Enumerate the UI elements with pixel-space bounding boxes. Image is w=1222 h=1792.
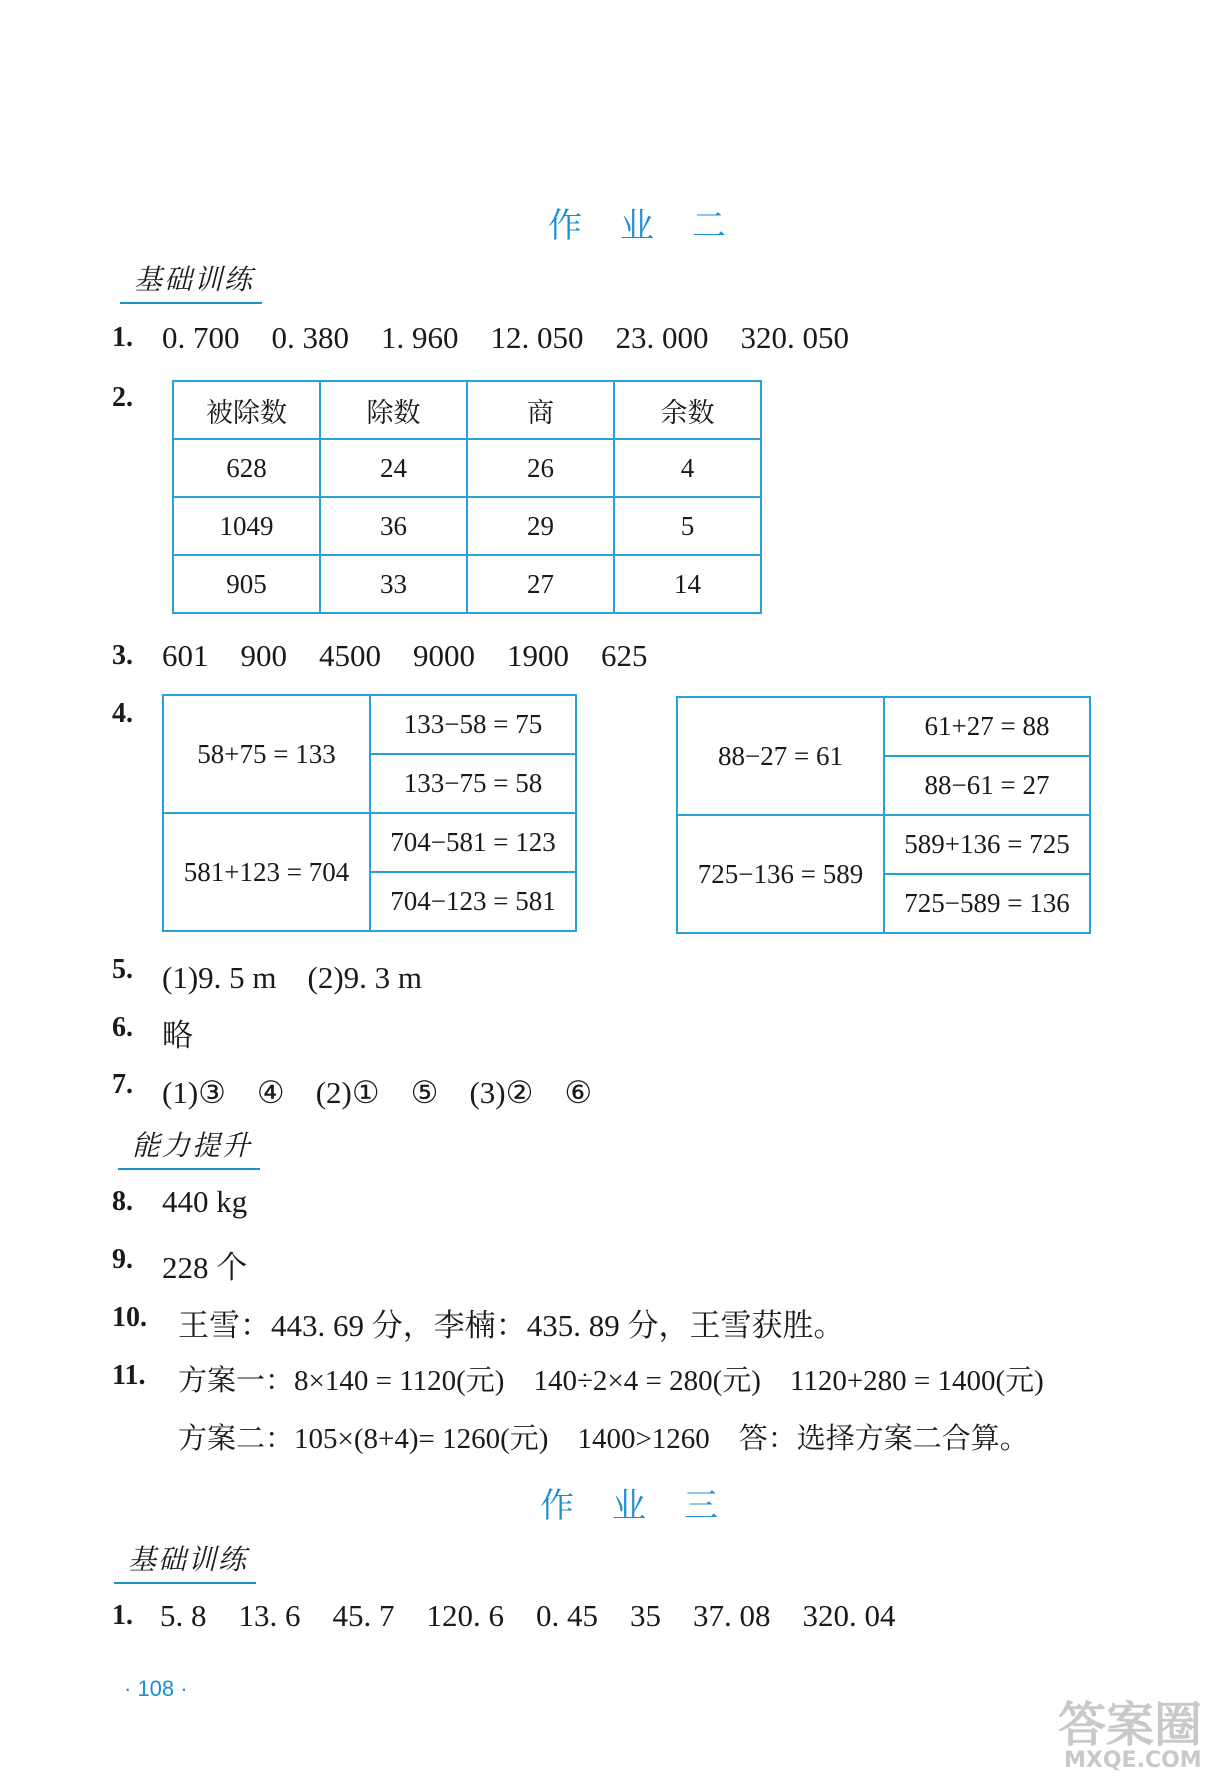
question-number: 10. [112, 1302, 147, 1333]
answer-line [162, 320, 849, 356]
table-cell: 27 [467, 555, 614, 613]
table-header: 商 [467, 381, 614, 439]
answer-line: (1)③ ④ (2)① ⑤ (3)② ⑥ [162, 1075, 593, 1110]
answer-value: 12. 050 [490, 320, 584, 355]
equation-main: 88−27 = 61 [677, 697, 884, 815]
table-cell: 36 [320, 497, 467, 555]
question-number: 9. [112, 1244, 133, 1275]
answer-value: 1900 [507, 638, 569, 673]
equation-derived: 589+136 = 725 [884, 815, 1090, 874]
table-cell: 24 [320, 439, 467, 497]
equation-derived: 133−75 = 58 [370, 754, 576, 813]
table-header: 余数 [614, 381, 761, 439]
section-heading-basic-2: 基础训练 [114, 1538, 256, 1584]
equation-derived: 88−61 = 27 [884, 756, 1090, 815]
question-number: 1. [112, 322, 133, 353]
table-cell: 14 [614, 555, 761, 613]
question-number: 3. [112, 640, 133, 671]
table-header-row [173, 381, 761, 439]
table-cell: 905 [173, 555, 320, 613]
page-title: 作业二 [548, 206, 764, 246]
equation-derived: 704−123 = 581 [370, 872, 576, 931]
equation-derived: 704−581 = 123 [370, 813, 576, 872]
answer-line: 方案一：8×140 = 1120(元) 140÷2×4 = 280(元) 1120+280 = 1400(元) [178, 1365, 1044, 1397]
question-number: 11. [112, 1360, 146, 1391]
equation-main: 725−136 = 589 [677, 815, 884, 933]
answer-line: 440 kg [162, 1184, 248, 1219]
table-header: 除数 [320, 381, 467, 439]
answer-value: 37. 08 [693, 1598, 771, 1633]
section-heading-basic: 基础训练 [120, 258, 262, 304]
answer-value: 0. 45 [536, 1598, 598, 1633]
table-cell: 29 [467, 497, 614, 555]
table-header: 被除数 [173, 381, 320, 439]
table-cell: 33 [320, 555, 467, 613]
answer-value: 320. 04 [802, 1598, 896, 1633]
answer-line: 王雪：443. 69 分，李楠：435. 89 分，王雪获胜。 [178, 1308, 845, 1343]
answer-value: 625 [601, 638, 648, 673]
watermark-logo: 答案圈 [1058, 1697, 1203, 1753]
question-number: 7. [112, 1069, 133, 1100]
question-number: 6. [112, 1012, 133, 1043]
answer-value: 0. 380 [271, 320, 349, 355]
section-heading-ability: 能力提升 [118, 1124, 260, 1170]
answer-value: 0. 700 [162, 320, 240, 355]
table-cell: 4 [614, 439, 761, 497]
answer-value: 900 [240, 638, 287, 673]
division-table [172, 380, 762, 614]
equation-main: 58+75 = 133 [163, 695, 370, 813]
equation-box-2 [676, 696, 1091, 934]
answer-line: (1)9. 5 m (2)9. 3 m [162, 960, 423, 995]
answer-line: 略 [162, 1018, 193, 1053]
answer-value: 601 [162, 638, 209, 673]
question-number: 2. [112, 382, 133, 413]
equation-derived: 61+27 = 88 [884, 697, 1090, 756]
answer-value: 9000 [413, 638, 475, 673]
question-number: 5. [112, 954, 133, 985]
equation-derived: 133−58 = 75 [370, 695, 576, 754]
answer-value: 23. 000 [615, 320, 709, 355]
table-cell: 1049 [173, 497, 320, 555]
table-cell: 5 [614, 497, 761, 555]
answer-line [160, 1598, 896, 1634]
answer-value: 35 [630, 1598, 661, 1633]
table-row [173, 497, 761, 555]
equation-box-1 [162, 694, 577, 932]
equation-main: 581+123 = 704 [163, 813, 370, 931]
table-cell: 628 [173, 439, 320, 497]
table-row [173, 439, 761, 497]
question-number: 4. [112, 698, 133, 729]
watermark-url: MXQE.COM [1064, 1748, 1202, 1773]
question-number: 1. [112, 1600, 133, 1631]
answer-value: 5. 8 [160, 1598, 207, 1633]
equation-derived: 725−589 = 136 [884, 874, 1090, 933]
answer-value: 4500 [319, 638, 381, 673]
question-number: 8. [112, 1186, 133, 1217]
answer-value: 1. 960 [381, 320, 459, 355]
page-number: · 108 · [124, 1676, 188, 1701]
page-title-next: 作业三 [540, 1486, 756, 1526]
answer-value: 13. 6 [238, 1598, 301, 1633]
table-cell: 26 [467, 439, 614, 497]
answer-line: 228 个 [162, 1250, 248, 1285]
answer-value: 45. 7 [332, 1598, 395, 1633]
answer-value: 320. 050 [740, 320, 849, 355]
answer-line: 方案二：105×(8+4)= 1260(元) 1400>1260 答：选择方案二合算。 [178, 1423, 1029, 1455]
table-row [173, 555, 761, 613]
answer-value: 120. 6 [426, 1598, 504, 1633]
answer-line [162, 638, 648, 674]
